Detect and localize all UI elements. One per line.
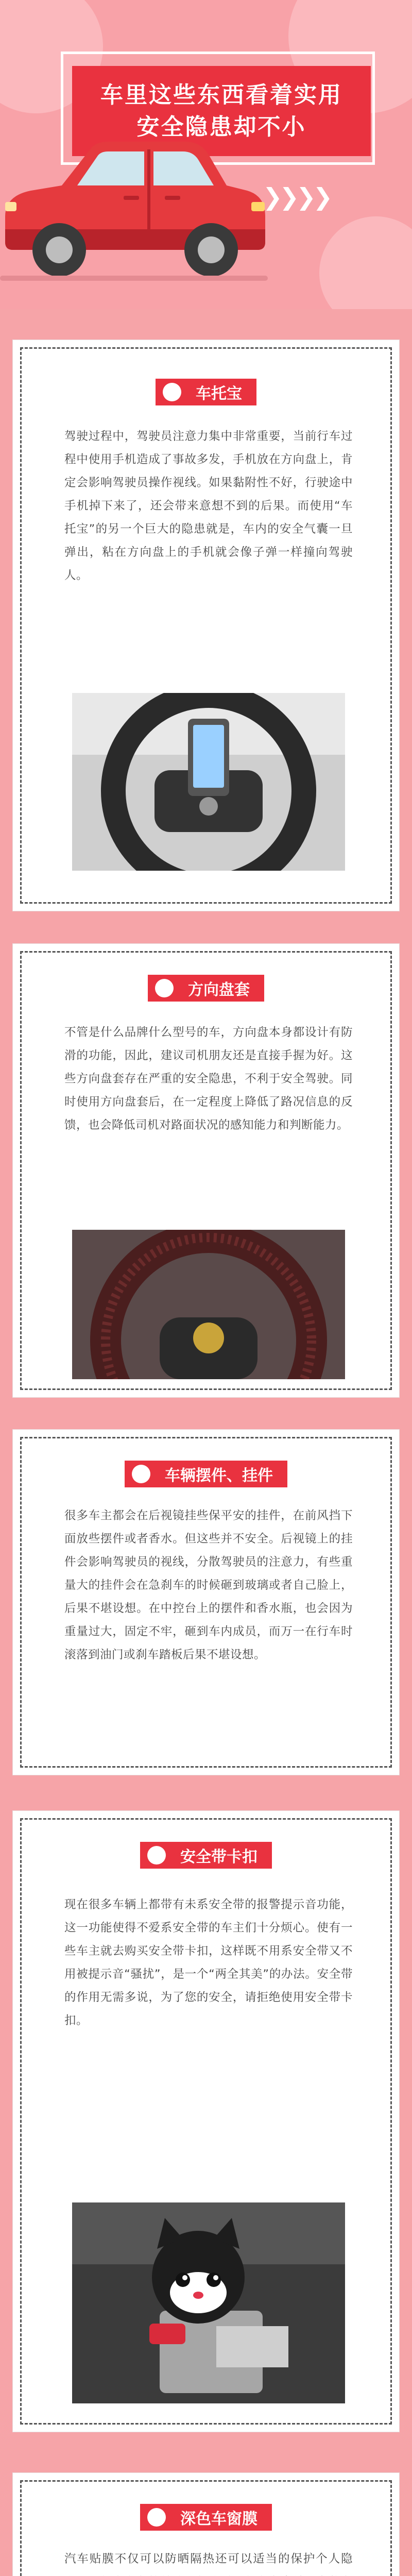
page-title-line-1: 车里这些东西看着实用: [100, 81, 342, 108]
section-card-seatbelt-buckle: [13, 1811, 399, 2432]
page-title-line-2: 安全隐患却不小: [136, 113, 306, 140]
bullet-dot: [132, 1465, 150, 1483]
steering-wheel-phone-holder-photo: [72, 693, 345, 871]
section-paragraph: 汽车贴膜不仅可以防晒隔热还可以适当的保护个人隐: [64, 2552, 353, 2566]
section-paragraph: 现在很多车辆上都带有未系安全带的报警提示音功能，这一功能使得不爱系安全带的车主们十分烦心。使有一些车主就去购买安全带卡扣，这样既不用系安全带又不用被提示音“骚扰”，是一个“两全其美”的办法。安全带的作用无需多说，为了您的安全，请拒绝使用安全带卡扣。: [64, 1898, 353, 2027]
decor-circle: [319, 216, 412, 309]
section-paragraph: 很多车主都会在后视镜挂些保平安的挂件，在前风挡下面放些摆件或者香水。但这些并不安全。后视镜上的挂件会影响驾驶员的视线，分散驾驶员的注意力，有些重量大的挂件会在急刹车的时候砸到玻璃或者自己脸上，后果不堪设想。在中控台上的摆件和香水瓶，也会因为重量过大，固定不牢，砸到车内成员，而万一在行车时滚落到油门或刹车踏板后果不堪设想。: [64, 1509, 353, 1662]
section-title: 安全带卡扣: [180, 1848, 258, 1866]
seat-belt-buckle-photo: [72, 2202, 345, 2403]
section-title: 深色车窗膜: [180, 2510, 258, 2528]
section-title-badge: [140, 1842, 272, 1869]
section-title: 方向盘套: [188, 981, 250, 999]
section-title-badge: [140, 2504, 272, 2531]
section-title-badge: [125, 1461, 287, 1487]
section-card-tinted-window-film: [13, 2473, 399, 2576]
bullet-dot: [163, 383, 181, 401]
section-title-badge: [156, 379, 256, 405]
section-card-hanging-ornaments: [13, 1430, 399, 1775]
bullet-dot: [155, 979, 174, 997]
arrow-chevrons: ❯❯❯❯: [263, 183, 330, 211]
section-paragraph: 不管是什么品牌什么型号的车，方向盘本身都设计有防滑的功能，因此，建议司机朋友还是直接手握为好。这些方向盘套存在严重的安全隐患，不利于安全驾驶。同时使用方向盘套后，在一定程度上降低了路况信息的反馈，也会降低司机对路面状况的感知能力和判断能力。: [64, 1026, 353, 1132]
section-paragraph: 驾驶过程中，驾驶员注意力集中非常重要，当前行车过程中使用手机造成了事故多发，手机放在方向盘上，肯定会影响驾驶员操作视线。如果黏附性不好，行驶途中手机掉下来了，还会带来意想不到的后果。而使用“车托宝”的另一个巨大的隐患就是，车内的安全气囊一旦弹出，粘在方向盘上的手机就会像子弹一样撞向驾驶人。: [64, 430, 353, 582]
section-title: 车托宝: [196, 385, 242, 403]
section-card-steering-cover: [13, 944, 399, 1397]
section-title-badge: [148, 975, 264, 1002]
red-car-illustration: [0, 113, 268, 289]
bullet-dot: [147, 2508, 166, 2527]
section-title: 车辆摆件、挂件: [165, 1467, 273, 1485]
bullet-dot: [147, 1846, 166, 1865]
steering-wheel-cover-photo: [72, 1230, 345, 1379]
section-card-phone-holder: [13, 340, 399, 911]
header-banner: [0, 0, 412, 309]
